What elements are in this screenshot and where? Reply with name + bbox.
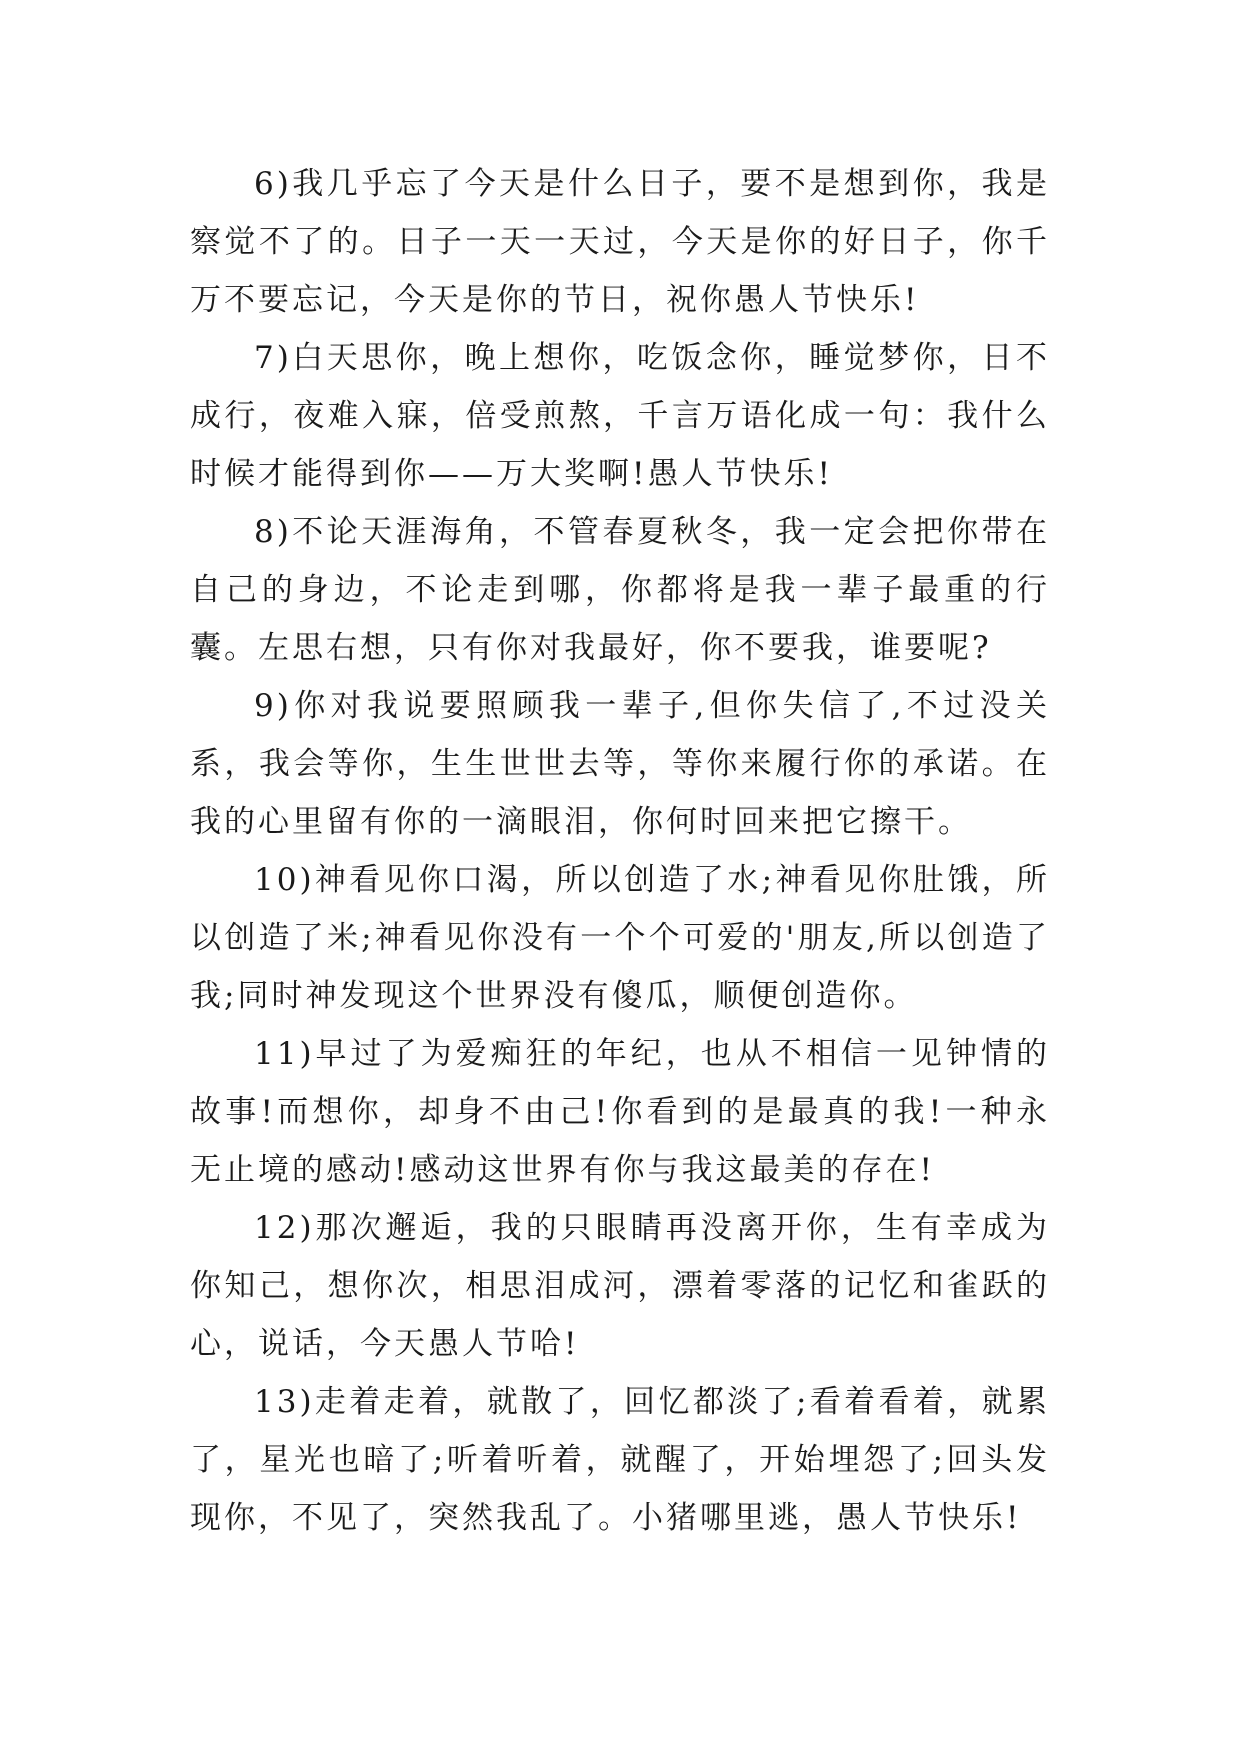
paragraph-6: 6)我几乎忘了今天是什么日子，要不是想到你，我是察觉不了的。日子一天一天过，今天是你的好日子，你千万不要忘记，今天是你的节日，祝你愚人节快乐! bbox=[190, 166, 1050, 318]
paragraph-7: 7)白天思你，晚上想你，吃饭念你，睡觉梦你，日不成行，夜难入寐，倍受煎熬，千言万语化成一句：我什么时候才能得到你——万大奖啊!愚人节快乐! bbox=[190, 340, 1050, 492]
paragraph-10: 10)神看见你口渴，所以创造了水;神看见你肚饿，所以创造了米;神看见你没有一个个可爱的'朋友,所以创造了我;同时神发现这个世界没有傻瓜，顺便创造你。 bbox=[190, 862, 1050, 1014]
paragraph-12: 12)那次邂逅，我的只眼睛再没离开你，生有幸成为你知己，想你次，相思泪成河，漂着零落的记忆和雀跃的心，说话，今天愚人节哈! bbox=[190, 1210, 1050, 1362]
paragraph-8: 8)不论天涯海角，不管春夏秋冬，我一定会把你带在自己的身边，不论走到哪，你都将是我一辈子最重的行囊。左思右想，只有你对我最好，你不要我，谁要呢? bbox=[190, 514, 1050, 666]
document-body bbox=[190, 155, 1050, 1547]
paragraph-11: 11)早过了为爱痴狂的年纪，也从不相信一见钟情的故事!而想你，却身不由己!你看到的是最真的我!一种永无止境的感动!感动这世界有你与我这最美的存在! bbox=[190, 1036, 1050, 1188]
paragraph-13: 13)走着走着，就散了，回忆都淡了;看着看着，就累了，星光也暗了;听着听着，就醒了，开始埋怨了;回头发现你，不见了，突然我乱了。小猪哪里逃，愚人节快乐! bbox=[190, 1384, 1050, 1536]
paragraph-9: 9)你对我说要照顾我一辈子,但你失信了,不过没关系，我会等你，生生世世去等，等你来履行你的承诺。在我的心里留有你的一滴眼泪，你何时回来把它擦干。 bbox=[190, 688, 1050, 840]
